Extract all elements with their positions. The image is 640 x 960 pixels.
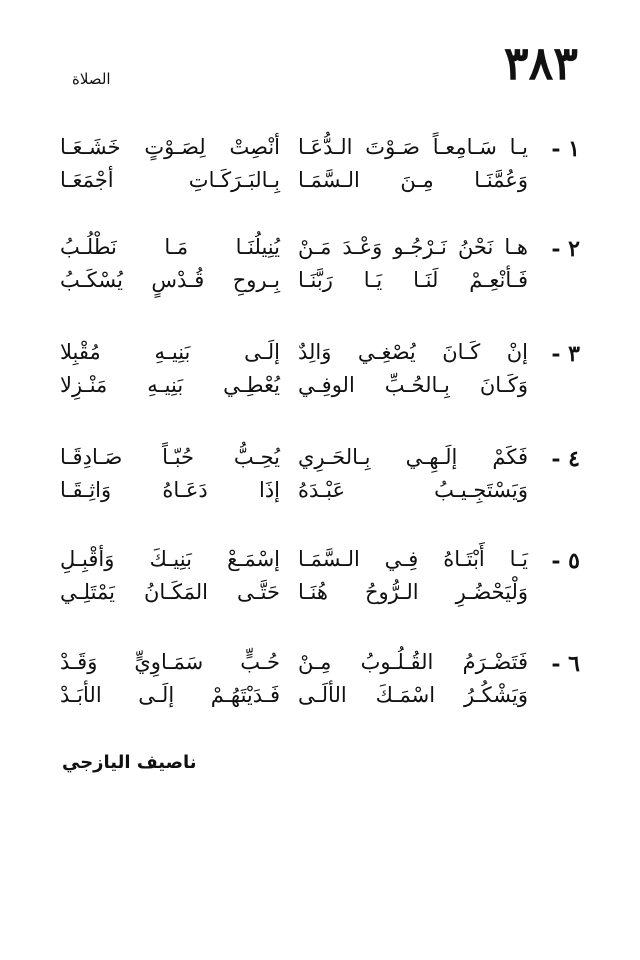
stanza-number: ٢ -	[551, 236, 580, 262]
verse-first-hemistich: هـا نَحْنُ نَـرْجُـو وَعْـدَ مَـنْ	[298, 235, 528, 259]
stanza-4	[60, 440, 580, 510]
verse-second-hemistich: إسْمَـعْ بَنِيـكَ وَأقْبِـلِ	[60, 547, 280, 571]
verse-second-hemistich: حُـبٍّ سَمَـاوِيٍّ وَقَـدْ	[60, 650, 280, 674]
verse-second-hemistich: يُنِيلُنَـا مَـا نَطْلُـبُ	[60, 235, 280, 259]
stanza-number: ٥ -	[551, 548, 580, 574]
stanza-1	[60, 130, 580, 200]
verse-line	[60, 473, 528, 507]
author-name: ناصيف اليازجي	[62, 752, 197, 773]
page-number: ٣٨٣	[503, 36, 578, 90]
verse-line	[60, 368, 528, 402]
verse-line	[60, 542, 528, 576]
verse-second-hemistich: أنْصِتْ لِصَـوْتٍ خَشَـعَـا	[60, 135, 280, 159]
verse-first-hemistich: وَكَـانَ بِـالحُـبِّ الوفِـي	[298, 373, 528, 397]
verse-line	[60, 575, 528, 609]
stanza-number: ١ -	[551, 136, 580, 162]
verse-first-hemistich: يـا سَـامِعـاً صَـوْتَ الـدُّعَـا	[298, 135, 528, 159]
verse-first-hemistich: وَيَسْتَجِـيـبُ عَبْـدَهُ	[298, 478, 528, 502]
verse-first-hemistich: يَـا أَبْتَـاهُ فِـي الـسَّمَـا	[298, 547, 528, 571]
verse-line	[60, 130, 528, 164]
verse-first-hemistich: فَكَمْ إلَـهِـي بِـالحَـرِي	[298, 445, 528, 469]
verse-second-hemistich: فَـدَيْتَهُـمْ إلَـى الأبَـدْ	[60, 683, 280, 707]
verse-line	[60, 263, 528, 297]
verse-first-hemistich: وَلْيَحْضُـرِ الـرُّوحُ هُنَـا	[298, 580, 528, 604]
verse-line	[60, 230, 528, 264]
verse-second-hemistich: إلَـى بَنِيـهِ مُقْبِلا	[60, 340, 280, 364]
verse-second-hemistich: حَتَّـى المَكَـانُ يَمْتَلِـي	[60, 580, 280, 604]
verse-first-hemistich: فَـأنْعِـمْ لَنَـا يَـا رَبَّنَـا	[298, 268, 528, 292]
stanza-5	[60, 542, 580, 612]
stanza-number: ٤ -	[551, 446, 580, 472]
stanza-6	[60, 645, 580, 715]
verse-second-hemistich: بِـروحِ قُـدْسٍ يُسْكَـبُ	[60, 268, 280, 292]
stanza-3	[60, 335, 580, 405]
verse-first-hemistich: إنْ كَـانَ يُصْغِـي وَالِدٌ	[298, 340, 528, 364]
verse-line	[60, 335, 528, 369]
verse-line	[60, 645, 528, 679]
verse-second-hemistich: يُعْطِـي بَنِيـهِ مَنْـزِلا	[60, 373, 280, 397]
stanza-number: ٣ -	[551, 341, 580, 367]
verse-line	[60, 440, 528, 474]
verse-first-hemistich: وَعُمَّنَـا مِـنَ الـسَّمَـا	[298, 168, 528, 192]
verse-second-hemistich: بِـالبَـرَكَـاتِ أجْمَعَـا	[60, 168, 280, 192]
verse-line	[60, 163, 528, 197]
verse-first-hemistich: وَيَشْكُـرُ اسْمَـكَ الألَـى	[298, 683, 528, 707]
verse-first-hemistich: فَتَضْـرَمُ القُـلُـوبُ مِـنْ	[298, 650, 528, 674]
verse-line	[60, 678, 528, 712]
stanza-2	[60, 230, 580, 300]
verse-second-hemistich: يُحِـبُّ حُبّـاً صَـادِقَـا	[60, 445, 280, 469]
verse-second-hemistich: إذَا دَعَـاهُ وَاثِـقَـا	[60, 478, 280, 502]
section-title: الصلاة	[72, 70, 111, 88]
stanza-number: ٦ -	[551, 651, 580, 677]
